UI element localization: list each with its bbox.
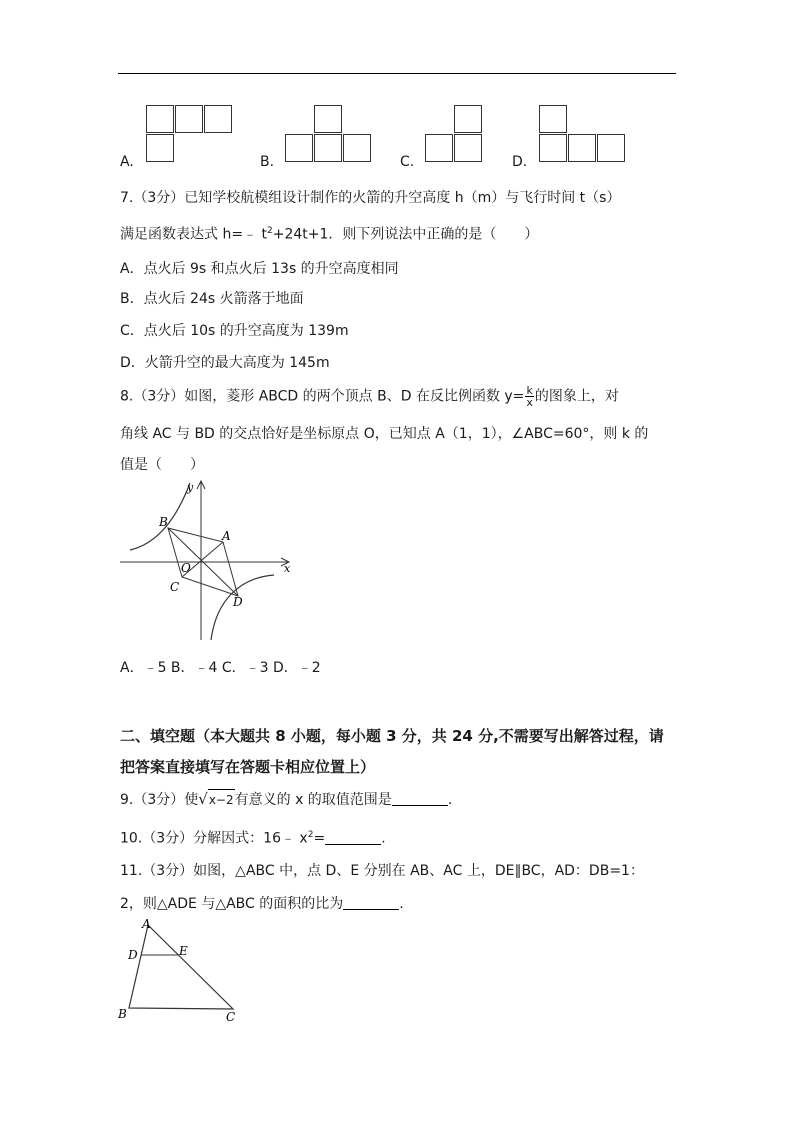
q8-fraction-denominator: x (526, 396, 533, 409)
q9-end: . (447, 792, 453, 808)
question-9 (120, 789, 452, 810)
q11-stem-line2-pre: 2，则△ADE 与△ABC 的面积的比为 (120, 896, 344, 912)
q11-stem-line1: 11.（3分）如图，△ABC 中，点 D、E 分别在 AB、AC 上，DE∥BC，AD：DB=1： (120, 863, 644, 879)
q8-fraction (525, 385, 534, 408)
q8-figure-rhombus (118, 478, 298, 648)
q7-exponent: 2 (267, 226, 273, 236)
q9-sqrt-content: x−2 (208, 789, 235, 810)
label-d: D (128, 948, 138, 962)
label-a: A (142, 917, 151, 931)
q7-stem-line1: 7.（3分）已知学校航模组设计制作的火箭的升空高度 h（m）与飞行时间 t（s） (120, 190, 621, 206)
q10-exponent: 2 (307, 830, 314, 840)
q7-option-d[interactable]: D．火箭升空的最大高度为 145m (120, 355, 330, 371)
q7-option-a[interactable]: A．点火后 9s 和点火后 13s 的升空高度相同 (120, 261, 399, 277)
q8-stem-line1 (120, 385, 619, 408)
q10-post: = (313, 830, 326, 847)
q11-figure-triangle (115, 915, 245, 1025)
q6-option-b-label[interactable]: B. (260, 154, 275, 170)
q9-pre: 9.（3分）使 (120, 792, 199, 808)
q9-answer-blank[interactable] (392, 789, 448, 806)
q7-stem-line2-post: +24t+1．则下列说法中正确的是（ ） (272, 226, 539, 243)
sqrt-icon: √ (198, 790, 208, 808)
label-d: D (233, 595, 243, 609)
q7-stem-line2-pre: 满足函数表达式 h=﹣ t (120, 226, 267, 243)
q10-pre: 10.（3分）分解因式：16﹣ x (120, 830, 308, 847)
label-b: B (118, 1007, 127, 1021)
label-x: x (284, 562, 291, 575)
label-y: y (187, 481, 194, 494)
q8-options[interactable]: A．﹣5 B．﹣4 C．﹣3 D．﹣2 (120, 660, 321, 676)
q9-post: 有意义的 x 的取值范围是 (234, 792, 392, 808)
label-o: O (181, 561, 191, 575)
q10-end: . (381, 830, 386, 847)
q7-option-c[interactable]: C．点火后 10s 的升空高度为 139m (120, 323, 349, 339)
q11-end: . (399, 896, 404, 912)
header-rule (118, 73, 676, 74)
q10-answer-blank[interactable] (325, 828, 381, 845)
section-2-line2: 把答案直接填写在答题卡相应位置上） (120, 758, 376, 776)
q6-option-a-label[interactable]: A. (120, 154, 134, 170)
q8-stem-line2: 角线 AC 与 BD 的交点恰好是坐标原点 O，已知点 A（1，1），∠ABC=60°，则 k 的 (120, 426, 649, 442)
label-e: E (179, 944, 188, 958)
triangle-abc (129, 925, 233, 1009)
q11-answer-blank[interactable] (343, 893, 399, 910)
q7-stem-line2 (120, 221, 538, 245)
q8-fraction-numerator: k (526, 384, 533, 397)
q6-option-c-label[interactable]: C. (400, 154, 415, 170)
q8-stem-line1-pre: 8.（3分）如图，菱形 ABCD 的两个顶点 B、D 在反比例函数 y= (120, 388, 525, 405)
q7-option-b[interactable]: B．点火后 24s 火箭落于地面 (120, 291, 304, 307)
section-2-line1: 二、填空题（本大题共 8 小题，每小题 3 分，共 24 分,不需要写出解答过程，请 (120, 727, 664, 745)
label-c: C (170, 580, 180, 594)
q11-stem-line2 (120, 893, 404, 914)
q8-stem-line1-post: 的图象上，对 (534, 388, 619, 405)
q8-stem-line3: 值是（ ） (120, 457, 204, 473)
q6-option-d-label[interactable]: D. (512, 154, 528, 170)
label-b: B (159, 515, 168, 529)
label-c: C (226, 1010, 236, 1024)
question-10 (120, 825, 386, 849)
label-a: A (222, 529, 231, 543)
